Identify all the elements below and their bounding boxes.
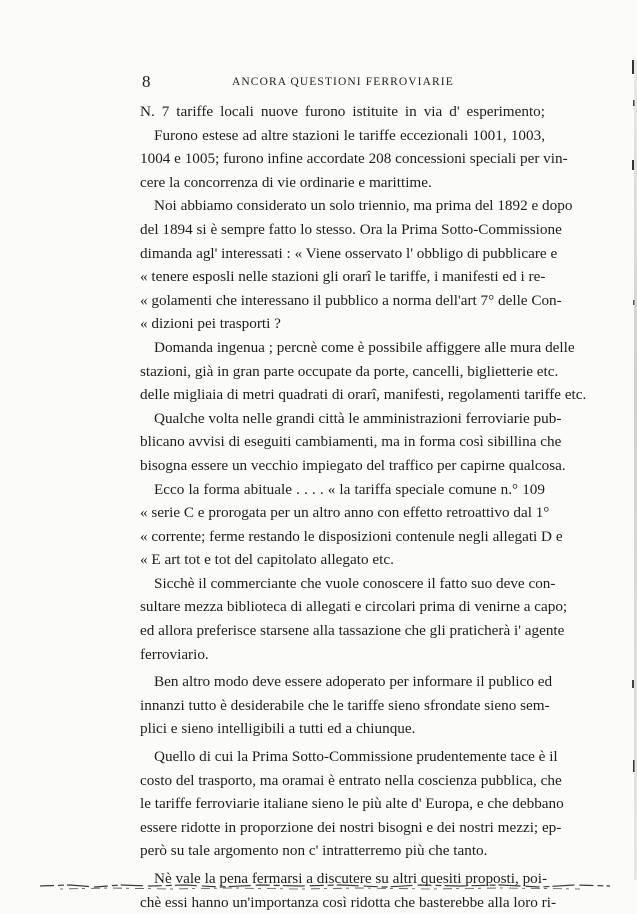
text-line: « dizioni pei trasporti ?: [140, 315, 281, 333]
text-line: Ecco la forma abituale . . . . « la tariffa speciale comune n.° 109: [154, 480, 545, 498]
text-line: dimanda agl' interessati : « Viene osservato l' obbligo di pubblicare e: [140, 244, 558, 262]
text-line: plici e sieno intelligibili a tutti ed a chiunque.: [140, 720, 416, 738]
text-line: bisogna essere un vecchio impiegato del traffico per capirne qualcosa.: [140, 456, 566, 474]
text-line: « corrente; ferme restando le disposizioni contenule negli allegati D e: [140, 527, 563, 545]
text-line: 1004 e 1005; furono infine accordate 208 concessioni speciali per vin-: [140, 150, 568, 168]
text-line: N. 7 tariffe locali nuove furono istituite in via d' esperimento;: [140, 103, 545, 120]
text-line: Qualche volta nelle grandi città le amministrazioni ferroviarie pub-: [154, 409, 562, 427]
text-line: Ben altro modo deve essere adoperato per informare il publico ed: [154, 673, 553, 691]
text-line: le tariffe ferroviarie italiane sieno le più alte d' Europa, e che debbano: [140, 795, 564, 813]
page-header: [142, 72, 542, 96]
text-line: essere ridotte in proporzione dei nostri bisogni e dei nostri mezzi; ep-: [140, 818, 562, 836]
text-line: costo del trasporto, ma oramai è entrato nella coscienza pubblica, che: [140, 771, 562, 789]
text-line: cere la concorrenza di vie ordinarie e marittime.: [140, 173, 432, 191]
text-line: « tenere esposli nelle stazioni gli orarî le tariffe, i manifesti ed i re-: [140, 268, 546, 286]
text-line: del 1894 si è sempre fatto lo stesso. Ora la Prima Sotto-Commissione: [140, 220, 562, 238]
scan-right-marks: [626, 40, 637, 840]
text-line: ed allora preferisce starsene alla tassazione che gli praticherà i' agente: [140, 622, 565, 640]
page-number: 8: [142, 72, 151, 91]
text-line: « serie C e prorogata per un altro anno con effetto retroattivo dal 1°: [140, 504, 550, 522]
text-line: sultare mezza biblioteca di allegati e circolari prima di venirne a capo;: [140, 598, 568, 616]
text-line: Sicchè il commerciante che vuole conoscere il fatto suo deve con-: [154, 574, 556, 592]
text-line: Noi abbiamo considerato un solo triennio, ma prima del 1892 e dopo: [154, 197, 573, 215]
text-line: « golamenti che interessano il pubblico a norma dell'art 7° delle Con-: [140, 291, 562, 309]
text-line: però su tale argomento non c' intratterremo più che tanto.: [140, 842, 488, 860]
text-line: chè essi hanno un'importanza così ridotta che basterebbe alla loro ri-: [140, 893, 557, 911]
text-line: stazioni, già in gran parte occupate da porte, cancelli, biglietterie etc.: [140, 362, 559, 380]
text-line: Quello di cui la Prima Sotto-Commissione prudentemente tace è il: [154, 748, 558, 766]
text-line: Nè vale la pena fermarsi a discutere su altri quesiti proposti, poi-: [154, 870, 548, 887]
text-line: « E art tot e tot del capitolato allegato etc.: [140, 551, 394, 569]
running-title: ANCORA QUESTIONI FERROVIARIE: [232, 76, 454, 88]
text-line: ferroviario.: [140, 645, 209, 663]
scan-bottom-edge: [0, 876, 637, 900]
text-line: blicano avvisi di eseguiti cambiamenti, ma in forma così sibillina che: [140, 433, 562, 451]
body-text: [140, 100, 587, 914]
text-line: Domanda ingenua ; percnè come è possibile affiggere alle mura delle: [154, 338, 575, 356]
text-line: delle migliaia di metri quadrati di orarî, manifesti, regolamenti tariffe etc.: [140, 386, 587, 404]
text-line: innanzi tutto è desiderabile che le tariffe sieno sfrondate sieno sem-: [140, 696, 550, 714]
text-line: Furono estese ad altre stazioni le tariffe eccezionali 1001, 1003,: [154, 126, 545, 144]
